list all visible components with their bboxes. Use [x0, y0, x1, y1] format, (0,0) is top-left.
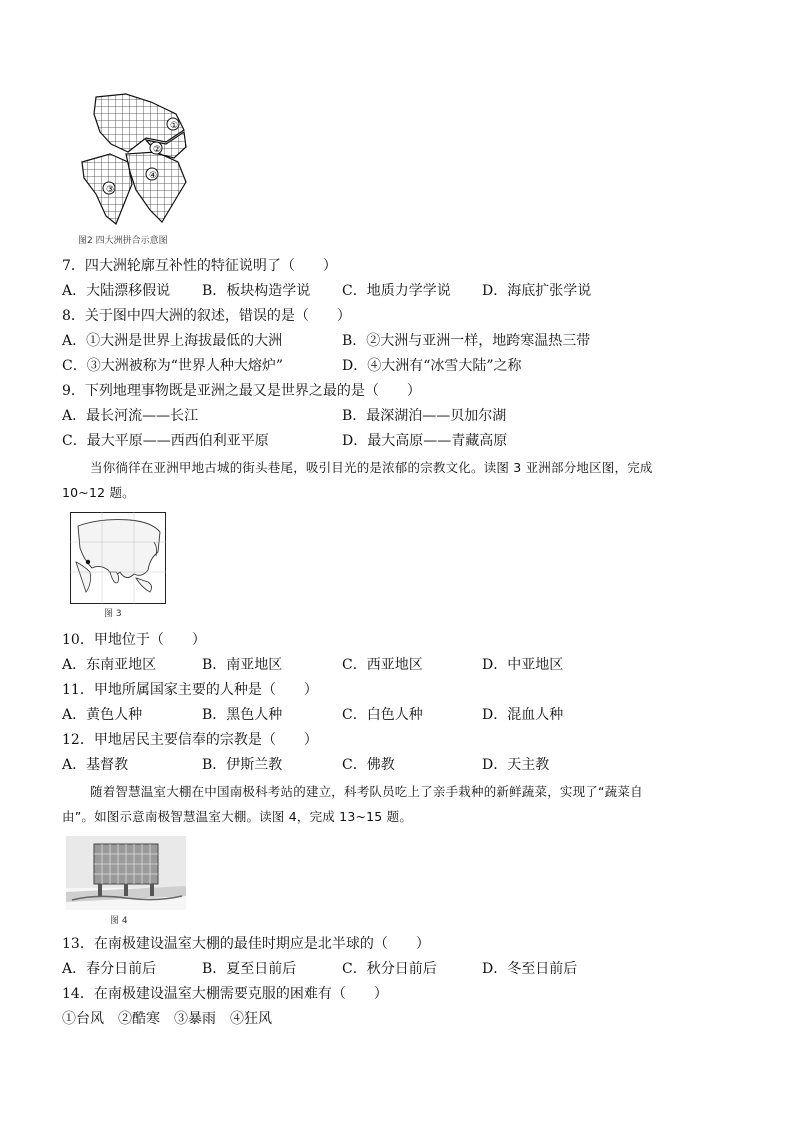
- label-4: ④: [149, 171, 158, 181]
- question-7-option-c: C．地质力学学说: [342, 283, 451, 299]
- passage-asia-religion: [62, 455, 722, 505]
- question-11-stem: 11．甲地所属国家主要的人种是（ ）: [62, 682, 318, 698]
- question-12-option-c: C．佛教: [342, 757, 395, 773]
- question-10-option-a: A．东南亚地区: [62, 657, 157, 673]
- question-9-option-c: C．最大平原——西西伯利亚平原: [62, 433, 269, 449]
- question-11-option-a: A．黄色人种: [62, 707, 143, 723]
- figure-continents-assembly: [66, 92, 191, 246]
- figure-4-caption: 图 4: [110, 916, 128, 926]
- question-13-option-d: D．冬至日前后: [482, 961, 578, 977]
- question-11-option-b: B．黑色人种: [202, 707, 283, 723]
- passage-2-line-1: 随着智慧温室大棚在中国南极科考站的建立，科考队员吃上了亲手栽种的新鲜蔬菜，实现了“蔬菜自: [90, 784, 643, 799]
- question-13-option-a: A．春分日前后: [62, 961, 157, 977]
- continents-map-illustration: [66, 92, 191, 232]
- question-14-choices: ①台风 ②酷寒 ③暴雨 ④狂风: [62, 1011, 272, 1027]
- question-9-stem: 9．下列地理事物既是亚洲之最又是世界之最的是（ ）: [62, 383, 421, 399]
- question-7-option-d: D．海底扩张学说: [482, 283, 592, 299]
- question-10-option-c: C．西亚地区: [342, 657, 423, 673]
- question-9-option-b: B．最深湖泊——贝加尔湖: [342, 408, 507, 424]
- label-2: ②: [153, 145, 162, 155]
- asia-map-illustration: [70, 512, 166, 604]
- question-10-stem: 10．甲地位于（ ）: [62, 632, 206, 648]
- figure-2-caption: 图2 四大洲拼合示意图: [78, 236, 168, 246]
- figure-greenhouse-photo: [66, 836, 186, 926]
- question-13-stem: 13．在南极建设温室大棚的最佳时期应是北半球的（ ）: [62, 936, 430, 952]
- passage-1-line-2: 10~12 题。: [62, 485, 135, 500]
- question-13-option-c: C．秋分日前后: [342, 961, 437, 977]
- question-8-option-b: B．②大洲与亚洲一样，地跨寒温热三带: [342, 333, 591, 349]
- question-8-option-d: D．④大洲有“冰雪大陆”之称: [342, 358, 522, 374]
- label-1: ①: [170, 121, 179, 131]
- passage-antarctic-greenhouse: [62, 779, 722, 829]
- question-11-option-d: D．混血人种: [482, 707, 564, 723]
- question-7-option-a: A．大陆漂移假说: [62, 283, 171, 299]
- question-12-option-a: A．基督教: [62, 757, 129, 773]
- question-10-option-d: D．中亚地区: [482, 657, 564, 673]
- question-11-option-c: C．白色人种: [342, 707, 423, 723]
- question-10-option-b: B．南亚地区: [202, 657, 283, 673]
- question-13-option-b: B．夏至日前后: [202, 961, 297, 977]
- question-14-stem: 14．在南极建设温室大棚需要克服的困难有（ ）: [62, 986, 388, 1002]
- question-12-stem: 12．甲地居民主要信奉的宗教是（ ）: [62, 732, 318, 748]
- question-7-stem: 7．四大洲轮廓互补性的特征说明了（ ）: [62, 258, 337, 274]
- figure-3-caption: 图 3: [104, 609, 122, 619]
- label-3: ③: [106, 185, 115, 195]
- question-8-option-c: C．③大洲被称为“世界人种大熔炉”: [62, 358, 284, 374]
- question-8-option-a: A．①大洲是世界上海拔最低的大洲: [62, 333, 283, 349]
- greenhouse-illustration: [66, 836, 186, 910]
- question-9-option-a: A．最长河流——长江: [62, 408, 199, 424]
- passage-2-line-2: 由”。如图示意南极智慧温室大棚。读图 4，完成 13~15 题。: [62, 809, 413, 824]
- question-8-stem: 8．关于图中四大洲的叙述，错误的是（ ）: [62, 308, 351, 324]
- question-7-option-b: B．板块构造学说: [202, 283, 311, 299]
- figure-asia-map: [70, 512, 166, 622]
- question-9-option-d: D．最大高原——青藏高原: [342, 433, 508, 449]
- question-12-option-b: B．伊斯兰教: [202, 757, 283, 773]
- passage-1-line-1: 当你徜徉在亚洲甲地古城的街头巷尾，吸引目光的是浓郁的宗教文化。读图 3 亚洲部分地区图，完成: [90, 460, 653, 475]
- question-12-option-d: D．天主教: [482, 757, 550, 773]
